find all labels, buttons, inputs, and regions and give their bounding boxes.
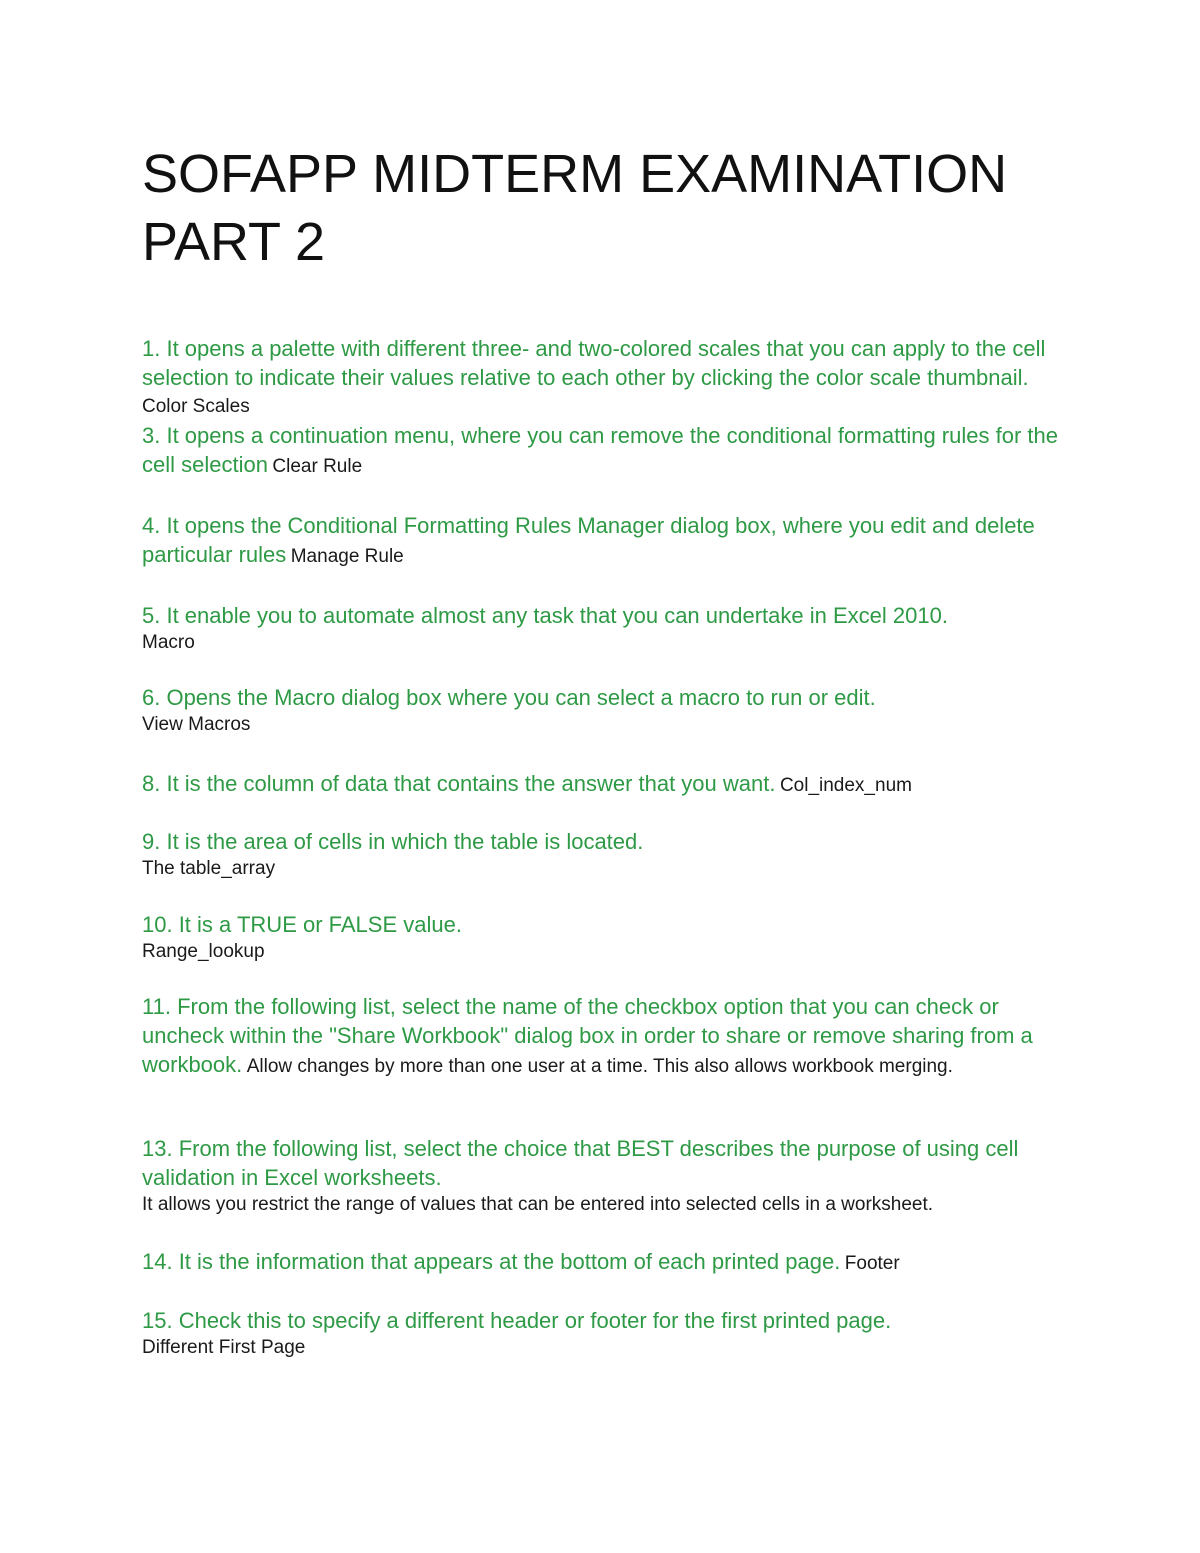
answer-text: Manage Rule [290, 546, 404, 567]
answer-text: It allows you restrict the range of values that can be entered into selected cells in a worksheet. [142, 1194, 934, 1215]
question-text: 4. It opens the Conditional Formatting Rules Manager dialog box, where you edit and delete particular rules [142, 513, 1035, 567]
question-text: 6. Opens the Macro dialog box where you can select a macro to run or edit. [142, 685, 876, 710]
qa-item-5 [142, 601, 1077, 656]
answer-text: Different First Page [142, 1337, 306, 1358]
qa-item-9 [142, 827, 1077, 882]
question-text: 13. From the following list, select the choice that BEST describes the purpose of using cell validation in Excel worksheets. [142, 1136, 1019, 1190]
question-text: 9. It is the area of cells in which the table is located. [142, 829, 644, 854]
question-text: 15. Check this to specify a different header or footer for the first printed page. [142, 1308, 892, 1333]
qa-item-6 [142, 683, 1077, 738]
question-text: 11. From the following list, select the name of the checkbox option that you can check or uncheck within the "Share Workbook" dialog box in order to share or remove sharing from a workbook. [142, 994, 1033, 1077]
question-text: 5. It enable you to automate almost any task that you can undertake in Excel 2010. [142, 603, 948, 628]
qa-item-8 [142, 769, 1077, 800]
answer-text: Clear Rule [272, 456, 363, 477]
question-text: 14. It is the information that appears at the bottom of each printed page. [142, 1249, 841, 1274]
answer-text: Allow changes by more than one user at a time. This also allows workbook merging. [246, 1056, 953, 1077]
answer-text: View Macros [142, 714, 251, 735]
qa-item-3 [142, 421, 1077, 481]
question-text: 10. It is a TRUE or FALSE value. [142, 912, 462, 937]
question-text: 3. It opens a continuation menu, where you can remove the conditional formatting rules for the cell selection [142, 423, 1058, 477]
qa-item-1 [142, 334, 1077, 421]
answer-text: Macro [142, 632, 195, 653]
qa-item-13 [142, 1134, 1077, 1218]
answer-text: Range_lookup [142, 941, 265, 962]
qa-item-11 [142, 992, 1077, 1081]
qa-item-10 [142, 910, 1077, 965]
question-text: 1. It opens a palette with different three- and two-colored scales that you can apply to the cell selection to indicate their values relative to each other by clicking the color scale thumbnail. [142, 336, 1046, 390]
answer-text: Col_index_num [779, 775, 912, 796]
answer-text: Color Scales [142, 396, 250, 417]
qa-item-15 [142, 1306, 1077, 1361]
document-title: SOFAPP MIDTERM EXAMINATION PART 2 [142, 144, 1008, 272]
qa-item-4 [142, 511, 1077, 571]
answer-text: Footer [844, 1253, 900, 1274]
question-text: 8. It is the column of data that contains the answer that you want. [142, 771, 776, 796]
answer-text: The table_array [142, 858, 276, 879]
qa-item-14 [142, 1247, 1077, 1278]
